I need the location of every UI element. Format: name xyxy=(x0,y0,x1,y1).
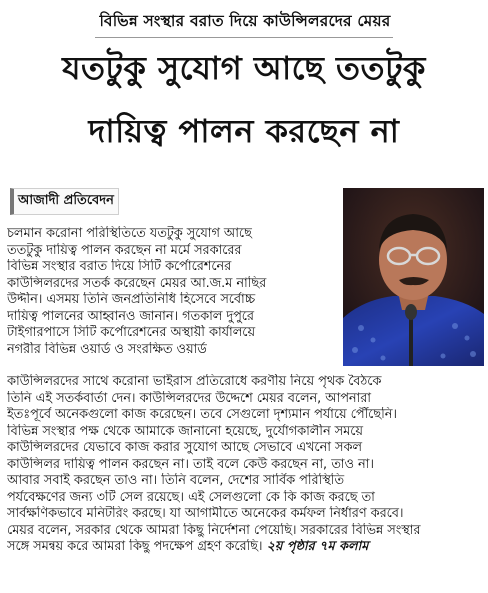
mayor-photo xyxy=(343,188,484,366)
body-line: ইতঃপূর্বে অনেকগুলো কাজ করেছেন। তবে সেগুলো দৃশ্যমান পর্যায়ে পৌঁছেনি। xyxy=(7,407,397,422)
continued-on-link[interactable]: ২য় পৃষ্ঠার ৭ম কলাম xyxy=(266,539,369,554)
body-line: বিভিন্ন সংস্থার বরাত দিয়ে সিটি কর্পোরেশনের xyxy=(7,259,232,274)
headline-line-2: দায়িত্ব পালন করছেন না xyxy=(88,112,400,150)
kicker-wrap xyxy=(0,8,488,38)
byline: আজাদী প্রতিবেদন xyxy=(10,188,119,215)
body-line: চলমান করোনা পরিস্থিতিতে যতটুকু সুযোগ আছে xyxy=(7,226,252,241)
body-line: বিভিন্ন সংস্থার পক্ষ থেকে আমাকে জানানো হয়েছে, দুর্যোগকালীন সময়ে xyxy=(7,423,363,439)
body-last-line xyxy=(7,539,482,556)
body-line: কাউন্সিলরদের সাথে করোনা ভাইরাস প্রতিরোধে করণীয় নিয়ে পৃথক বৈঠকে xyxy=(7,374,382,389)
body-line: তিনি এই সতর্কবার্তা দেন। কাউন্সিলরদের উদ্দেশে মেয়র বলেন, আপনারা xyxy=(7,390,372,406)
body-line: কাউন্সিলর দায়িত্ব পালন করছেন না। তাই বলে কেউ করছেন না, তাও না। xyxy=(7,456,374,472)
body-line: মেয়র বলেন, সরকার থেকে আমরা কিছু নির্দেশনা পেয়েছি। সরকারের বিভিন্ন সংস্থার xyxy=(7,522,421,538)
body-line: ততটুকু দায়িত্ব পালন করছেন না মর্মে সরকারের xyxy=(7,242,242,258)
headline-line-1: যতটুকু সুযোগ আছে ততটুকু xyxy=(62,49,426,87)
body-column-left xyxy=(7,226,335,358)
body-line: নগরীর বিভিন্ন ওয়ার্ড ও সংরক্ষিত ওয়ার্ড xyxy=(7,341,207,357)
body-full-width xyxy=(7,374,482,556)
body-line: কাউন্সিলরদের সতর্ক করেছেন মেয়র আ.জ.ম নাছির xyxy=(7,275,267,291)
portrait-image xyxy=(343,188,484,366)
body-line: আবার সবাই করছেন তাও না। তিনি বলেন, দেশের সার্বিক পরিস্থিতি xyxy=(7,473,344,488)
body-last-text: সঙ্গে সমন্বয় করে আমরা কিছু পদক্ষেপ গ্রহণ করেছি। xyxy=(7,539,263,554)
body-line: উদ্দীন। এসময় তিনি জনপ্রতিনিধি হিসেবে সর্বোচ্চ xyxy=(7,292,256,307)
body-line: টাইগারপাসে সিটি কর্পোরেশনের অস্থায়ী কার্যালয়ে xyxy=(7,325,255,340)
body-line: সার্বক্ষণিকভাবে মনিটরিং করছে। যা আগামীতে অনেকের কর্মফল নির্ধারণ করবে। xyxy=(7,506,404,521)
body-line: পর্যবেক্ষণের জন্য ৩টি সেল রয়েছে। এই সেলগুলো কে কি কাজ করছে তা xyxy=(7,489,375,505)
body-line: কাউন্সিলরদের যেভাবে কাজ করার সুযোগ আছে সেভাবে এখনো সকল xyxy=(7,440,362,455)
kicker: বিভিন্ন সংস্থার বরাত দিয়ে কাউন্সিলরদের মেয়র xyxy=(95,8,392,38)
body-line: দায়িত্ব পালনের আহ্বানও জানান। গতকাল দুপুরে xyxy=(7,308,254,324)
